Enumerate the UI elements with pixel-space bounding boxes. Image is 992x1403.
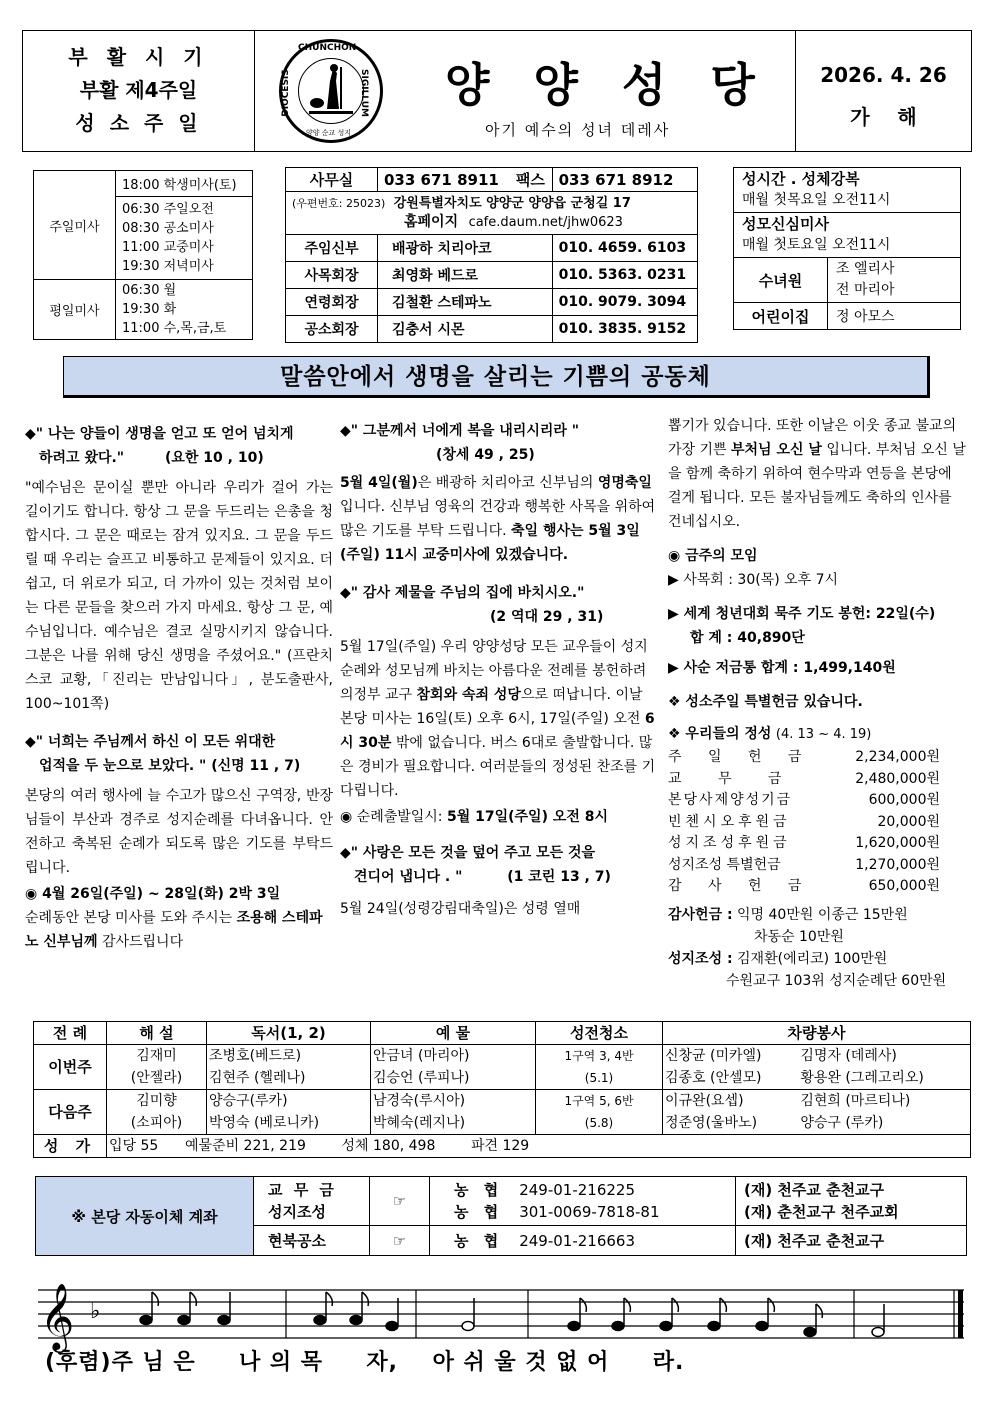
church-name: 참회와 속죄 성당: [416, 687, 521, 703]
section-heading-cont: [25, 446, 333, 470]
text: 으로 떠납니다. 이날 본당 미사는 16일(토) 오후 6시, 17일(주일) 오전: [340, 687, 643, 727]
bank-item-label: 현북공소: [254, 1226, 370, 1256]
season-label: 부 활 시 기: [68, 45, 209, 69]
convent-label: 수녀원: [734, 258, 828, 303]
address: 강원특별자치도 양양군 양양읍 군청길 17: [393, 196, 631, 211]
roster-cell: [663, 1045, 799, 1090]
person: 김현주 (헬레나): [209, 1070, 306, 1086]
person: 김명자 (데레사): [800, 1048, 897, 1064]
adoration-title: 성시간 . 성체강복: [742, 170, 860, 188]
offerings-table: [668, 747, 940, 898]
hymn-row: [34, 1135, 971, 1158]
person: (소피아): [130, 1115, 183, 1131]
bank-line: [454, 1179, 727, 1201]
column-3: [668, 414, 968, 992]
section-heading-cont: [340, 865, 658, 889]
sunday-mass-label: 주일미사: [34, 171, 116, 280]
diocese-seal-logo: [279, 39, 383, 143]
roster-cell: [371, 1045, 536, 1090]
text: ◉ 순례출발일시:: [340, 809, 443, 825]
mass-time: 19:30 화: [122, 302, 177, 317]
staff-phone: 010. 9079. 3094: [552, 289, 697, 316]
offering-label: 성지조성후원금: [668, 835, 791, 851]
section-heading-cont: 업적을 두 눈으로 보았다. " (신명 11 , 7): [39, 758, 301, 774]
kinder-label: 어린이집: [734, 303, 828, 330]
mass-time: 19:30 저녁미사: [122, 259, 214, 274]
roster-row-this-week: [34, 1045, 971, 1090]
staff-name: 배광하 치리아코: [378, 235, 553, 262]
offering-amount: 2,234,000원: [855, 749, 940, 765]
mary-mass-time: 매월 첫토요일 오전11시: [742, 237, 891, 253]
mass-time: 08:30 공소미사: [122, 221, 214, 236]
roster-header-row: [34, 1022, 971, 1045]
weekday-mass-label: 평일미사: [34, 280, 116, 340]
roster-cell: [207, 1045, 371, 1090]
bank-name: 농 협: [454, 1181, 504, 1199]
parish-patron: 아기 예수의 성녀 데레사: [485, 121, 671, 139]
account-holder: (재) 천주교 춘천교구: [736, 1226, 967, 1256]
offering-amount: 1,270,000원: [855, 856, 940, 873]
wyd-total: 합 계 : 40,890단: [690, 630, 805, 646]
staff-role: 연령회장: [286, 289, 378, 316]
paragraph: [340, 471, 658, 567]
account-number: 249-01-216225: [519, 1181, 636, 1199]
offering-amount: 600,000원: [868, 792, 940, 808]
wyd-rosary: ▶ 세계 청년대회 묵주 기도 봉헌: 22일(수): [668, 606, 936, 622]
staff-role: 공소회장: [286, 316, 378, 343]
hymn-numbers: 입당 55 예물준비 221, 219 성체 180, 498 파견 129: [107, 1135, 971, 1158]
liturgical-season: [23, 31, 255, 151]
person: 김승언 (루피나): [373, 1070, 470, 1086]
lent-savings: ▶ 사순 저금통 합계 : 1,499,140원: [668, 660, 896, 676]
devotion-info-table: [733, 167, 961, 330]
person: 신창균 (미카엘): [665, 1048, 762, 1064]
departure-time: [340, 805, 658, 829]
person: 안금녀 (마리아): [373, 1048, 470, 1064]
roster-header: 독서(1, 2): [207, 1022, 371, 1045]
person: 이규완(요셉): [665, 1093, 744, 1109]
mass-time: 11:00 교중미사: [122, 240, 214, 255]
column-2: [340, 419, 658, 923]
section-heading: ◆" 나는 양들이 생명을 얻고 또 얻어 넘치게: [25, 426, 294, 442]
roster-cell: [371, 1090, 536, 1135]
mass-time: 06:30 주일오전: [122, 202, 214, 217]
paragraph: [668, 414, 968, 534]
homepage-link[interactable]: cafe.daum.net/jhw0623: [468, 215, 623, 230]
office-phone: 033 671 8911: [378, 168, 510, 192]
roster-cell: [663, 1090, 799, 1135]
roster-header: 해 설: [107, 1022, 207, 1045]
person: 김현희 (마르티나): [800, 1093, 911, 1109]
roster-cell: [107, 1090, 207, 1135]
bulletin-date: 2026. 4. 26: [820, 63, 947, 87]
roster-header: 예 물: [371, 1022, 536, 1045]
thanks-donors-2: 차동순 10만원: [754, 928, 844, 945]
staff-role: 주임신부: [286, 235, 378, 262]
feast-name: 영명축일: [597, 475, 652, 491]
text: 뽑기가 있습니다. 또한 이날은 이웃 종교 불교의 가장 기쁜: [668, 418, 957, 458]
mary-mass-block: [734, 213, 961, 258]
paragraph: 본당의 여러 행사에 늘 수고가 많으신 구역장, 반장님들이 부산과 경주로 성지순례를 다녀옵니다. 안전하고 축복된 순례가 되도록 많은 기도를 부탁드립니다.: [25, 788, 333, 876]
holiday-name: 부처님 오신 날: [731, 442, 822, 458]
roster-header: 성전청소: [536, 1022, 663, 1045]
offering-amount: 2,480,000원: [855, 770, 940, 787]
bible-reference: (1 코린 13 , 7): [507, 869, 611, 885]
paragraph: [340, 635, 658, 803]
thanks-donors: 익명 40만원 이종근 15만원: [737, 906, 908, 923]
weekday-mass-times: [116, 280, 253, 340]
feast-event: 축일 행사는 5월 3일(주일) 11시 교중미사에 있겠습니다.: [340, 523, 640, 563]
cleaning-group: 1구역 3, 4반: [564, 1049, 634, 1063]
offering-row: [668, 747, 940, 769]
shepherd-icon: [299, 59, 362, 122]
mary-mass-title: 성모신심미사: [742, 215, 829, 233]
offering-period: (4. 13 ~ 4. 19): [775, 727, 872, 742]
student-mass: 18:00 학생미사(토): [116, 171, 253, 197]
text: 밖에 없습니다. 버스 6대로 출발합니다. 많은 경비가 필요합니다. 여러분들의 정성된 찬조를 기다립니다.: [340, 735, 656, 799]
meeting-title: ◉ 금주의 모임: [668, 548, 758, 564]
roster-cell: [798, 1090, 970, 1135]
person: 황용완 (그레고리오): [800, 1070, 924, 1086]
bank-line: [454, 1201, 727, 1223]
person: 남경숙(루시아): [373, 1093, 466, 1109]
parish-title-area: [255, 31, 795, 151]
parish-motto-banner: 말씀안에서 생명을 살리는 기쁨의 공동체: [63, 356, 930, 398]
departure-date: 5월 17일(주일) 오전 8시: [446, 809, 609, 825]
offering-amount: 650,000원: [868, 878, 940, 894]
meeting-item: ▶ 사목회 : 30(목) 오후 7시: [668, 572, 839, 588]
seal-right-text: SIGILLUM: [358, 69, 369, 117]
office-contact-table: [285, 167, 698, 343]
offering-label: 빈첸시오후원금: [668, 813, 791, 830]
roster-cell: [536, 1045, 663, 1090]
staff-name: 최영화 베드로: [378, 262, 553, 289]
person: 조병호(베드로): [209, 1048, 302, 1064]
thanks-row: [668, 904, 968, 926]
person: 김재미: [136, 1048, 177, 1064]
fax-number: 033 671 8912: [552, 168, 697, 192]
mass-time: 06:30 월: [122, 283, 177, 298]
bank-item: [254, 1177, 370, 1226]
offering-label: 주 일 헌 금: [668, 749, 813, 765]
person: 김미향: [136, 1093, 177, 1109]
bank-item-label: 성지조성: [268, 1203, 326, 1221]
offering-label: 본당사제양성기금: [668, 792, 793, 808]
homepage-label: 홈페이지: [404, 214, 459, 230]
note-text: 순례동안 본당 미사를 도와 주시는: [25, 910, 233, 926]
roster-header: 전 례: [34, 1022, 107, 1045]
account-number: 301-0069-7818-81: [519, 1203, 660, 1221]
cleaning-date: (5.8): [584, 1116, 614, 1130]
week-label: 부활 제4주일: [79, 78, 198, 102]
priest-name: 조용해 스테파노 신부님께: [25, 910, 323, 950]
site-label: 성지조성 :: [668, 950, 733, 967]
svg-text:𝄞: 𝄞: [40, 1282, 75, 1350]
kinder-name: 정 아모스: [828, 303, 961, 330]
person: 양승구(루카): [209, 1093, 288, 1109]
offering-title: ❖ 우리들의 정성: [668, 726, 772, 742]
account-holder: (재) 천주교 춘천교구: [744, 1181, 885, 1199]
staff-name: 김철환 스테파노: [378, 289, 553, 316]
offering-row: [668, 855, 940, 877]
offering-label: 성지조성 특별헌금: [668, 856, 781, 873]
seal-bottom-text: 양양 순교 성지: [306, 129, 352, 137]
roster-week-label: 이번주: [34, 1045, 107, 1090]
address-block: [286, 192, 698, 235]
mass-time: 11:00 수,목,금,토: [122, 321, 227, 336]
offering-label: 교 무 금: [668, 770, 798, 787]
pilgrimage-dates: ◉ 4월 26일(주일) ~ 28일(화) 2박 3일: [25, 886, 281, 902]
adoration-time: 매월 첫목요일 오전11시: [742, 192, 891, 208]
hymn-lyrics: (후렴)주 님 은 나 의 목 자, 아 쉬 울 것 없 어 라.: [45, 1350, 685, 1375]
cleaning-date: (5.1): [584, 1071, 614, 1085]
pointer-icon: ☞: [370, 1226, 430, 1256]
account-number: 249-01-216663: [519, 1232, 636, 1250]
offering-row: [668, 876, 940, 898]
special-collection: ❖ 성소주일 특별헌금 있습니다.: [668, 694, 863, 710]
person: 양승구 (루카): [800, 1115, 884, 1131]
text: 입니다. 부처님 오신 날을 함께 축하기 위하여 현수막과 연등을 본당에 걸게 됩니다. 모든 불자님들께도 축하의 인사를 건네십시오.: [668, 442, 966, 530]
person: 박혜숙(레지나): [373, 1115, 466, 1131]
sunday-name: 성 소 주 일: [75, 111, 202, 135]
offering-title-row: [668, 722, 968, 747]
person: 김종호 (안셀모): [665, 1070, 762, 1086]
paragraph: "예수님은 문이실 뿐만 아니라 우리가 걸어 가는 길이기도 합니다. 항상 그 문을 두드리는 은총을 청합시다. 그 문은 때로는 잠겨 있지요. 그 문을 두드릴 때 우리는 슬프고 비통하고 문제들이 있지요. 더 쉽고, 더 위로가 되고, 더 가까이 있는 것처럼 보이는 다른 문들을 찾으러 가지 마세요. 항상 그 문, 예수님입니다. 예수님은 결코 실망시키지 않습니다. 그분은 나를 위해 당신 생명을 주셨어요." (프란치스코 교황,「진리는 만남입니다」, 분도출판사, 100~101쪽): [25, 480, 333, 712]
site-row: [668, 948, 968, 970]
offering-row: [668, 812, 940, 834]
note-text: 감사드립니다: [101, 934, 184, 950]
paragraph: 5월 24일(성령강림대축일)은 성령 열매: [340, 901, 581, 917]
sister-name: 전 마리아: [836, 282, 895, 298]
site-donors-2: 수원교구 103위 성지순례단 60만원: [726, 972, 947, 989]
staff-name: 김충서 시몬: [378, 316, 553, 343]
postal-code: (우편번호: 25023): [292, 197, 386, 210]
fax-label: 팩스: [509, 168, 552, 192]
sunday-mass-times: [116, 197, 253, 280]
offering-amount: 1,620,000원: [855, 835, 940, 851]
date-cycle: [795, 31, 971, 151]
bank-holder: [736, 1177, 967, 1226]
pointer-icon: ☞: [370, 1177, 430, 1226]
mass-schedule-table: [33, 170, 253, 340]
seal-top-text: CHUNCHON: [298, 43, 357, 53]
account-holder: (재) 춘천교구 천주교회: [744, 1203, 899, 1221]
heading-text: 하려고 왔다.": [39, 450, 125, 466]
site-donors: 김재환(에리코) 100만원: [737, 950, 888, 967]
bible-reference: (2 역대 29 , 31): [490, 609, 604, 625]
header-box: [22, 30, 972, 152]
person: (안젤라): [130, 1070, 183, 1086]
adoration-block: [734, 168, 961, 213]
roster-week-label: 다음주: [34, 1090, 107, 1135]
bank-name: 농 협: [454, 1203, 504, 1221]
staff-phone: 010. 3835. 9152: [552, 316, 697, 343]
roster-row-next-week: [34, 1090, 971, 1135]
column-1: [25, 422, 333, 954]
text: 은 배광하 치리아코 신부님의: [417, 475, 594, 491]
text: 5월 17일(주일) 우리 양양성당 모든 교우들이 성지순례와 성모님께 바치는 아름다운 전례를 봉헌하려 의정부 교구: [340, 639, 648, 703]
svg-text:♭: ♭: [90, 1299, 101, 1324]
section-heading: ◆" 너희는 주님께서 하신 이 모든 위대한: [25, 734, 276, 750]
heading-text: 견디어 냅니다 . ": [354, 869, 463, 885]
pilgrimage-note: [25, 906, 333, 954]
roster-cell: [536, 1090, 663, 1135]
offering-amount: 20,000원: [877, 813, 940, 830]
text: 입니다. 신부님 영육의 건강과 행복한 사목을 위하여 많은 기도를 부탁 드립니다.: [340, 499, 656, 539]
person: 박영숙 (베로니카): [209, 1115, 320, 1131]
parish-name: 양 양 성 당: [445, 58, 769, 112]
bank-name: 농 협: [454, 1232, 504, 1250]
mass-time: 6시 30분: [340, 711, 655, 751]
bank-section-label: ※ 본당 자동이체 계좌: [36, 1177, 254, 1256]
seal-left-text: DIOCESIS: [280, 69, 291, 117]
roster-header: 차량봉사: [663, 1022, 971, 1045]
staff-phone: 010. 5363. 0231: [552, 262, 697, 289]
bible-reference: (창세 49 , 25): [436, 447, 535, 463]
offering-row: [668, 790, 940, 812]
staff-role: 사목회장: [286, 262, 378, 289]
feast-date: 5월 4일(월): [340, 475, 418, 491]
section-heading: ◆" 사랑은 모든 것을 덮어 주고 모든 것을: [340, 845, 596, 861]
bank-account-table: [35, 1176, 967, 1256]
thanks-label: 감사헌금 :: [668, 906, 733, 923]
office-label: 사무실: [286, 168, 378, 192]
section-heading: ◆" 감사 제물을 주님의 집에 바치시오.": [340, 585, 585, 601]
bible-reference: (요한 10 , 10): [164, 450, 264, 466]
ministry-roster-table: [33, 1021, 971, 1158]
roster-cell: [107, 1045, 207, 1090]
roster-cell: [798, 1045, 970, 1090]
hymn-label: 성 가: [34, 1135, 107, 1158]
staff-phone: 010. 4659. 6103: [552, 235, 697, 262]
bank-account: [430, 1177, 736, 1226]
offering-row: [668, 769, 940, 791]
cleaning-group: 1구역 5, 6반: [564, 1094, 634, 1108]
offering-label: 감 사 헌 금: [668, 878, 813, 894]
bank-line: [430, 1226, 736, 1256]
liturgical-cycle: 가 해: [850, 105, 917, 129]
convent-names: [828, 258, 961, 303]
roster-cell: [207, 1090, 371, 1135]
offering-row: [668, 833, 940, 855]
sister-name: 조 엘리사: [836, 261, 895, 277]
section-heading: ◆" 그분께서 너에게 복을 내리시리라 ": [340, 423, 580, 439]
bank-item-label: 교 무 금: [268, 1181, 337, 1199]
seal-inner-ring: [298, 58, 364, 124]
person: 정준영(울바노): [665, 1115, 758, 1131]
